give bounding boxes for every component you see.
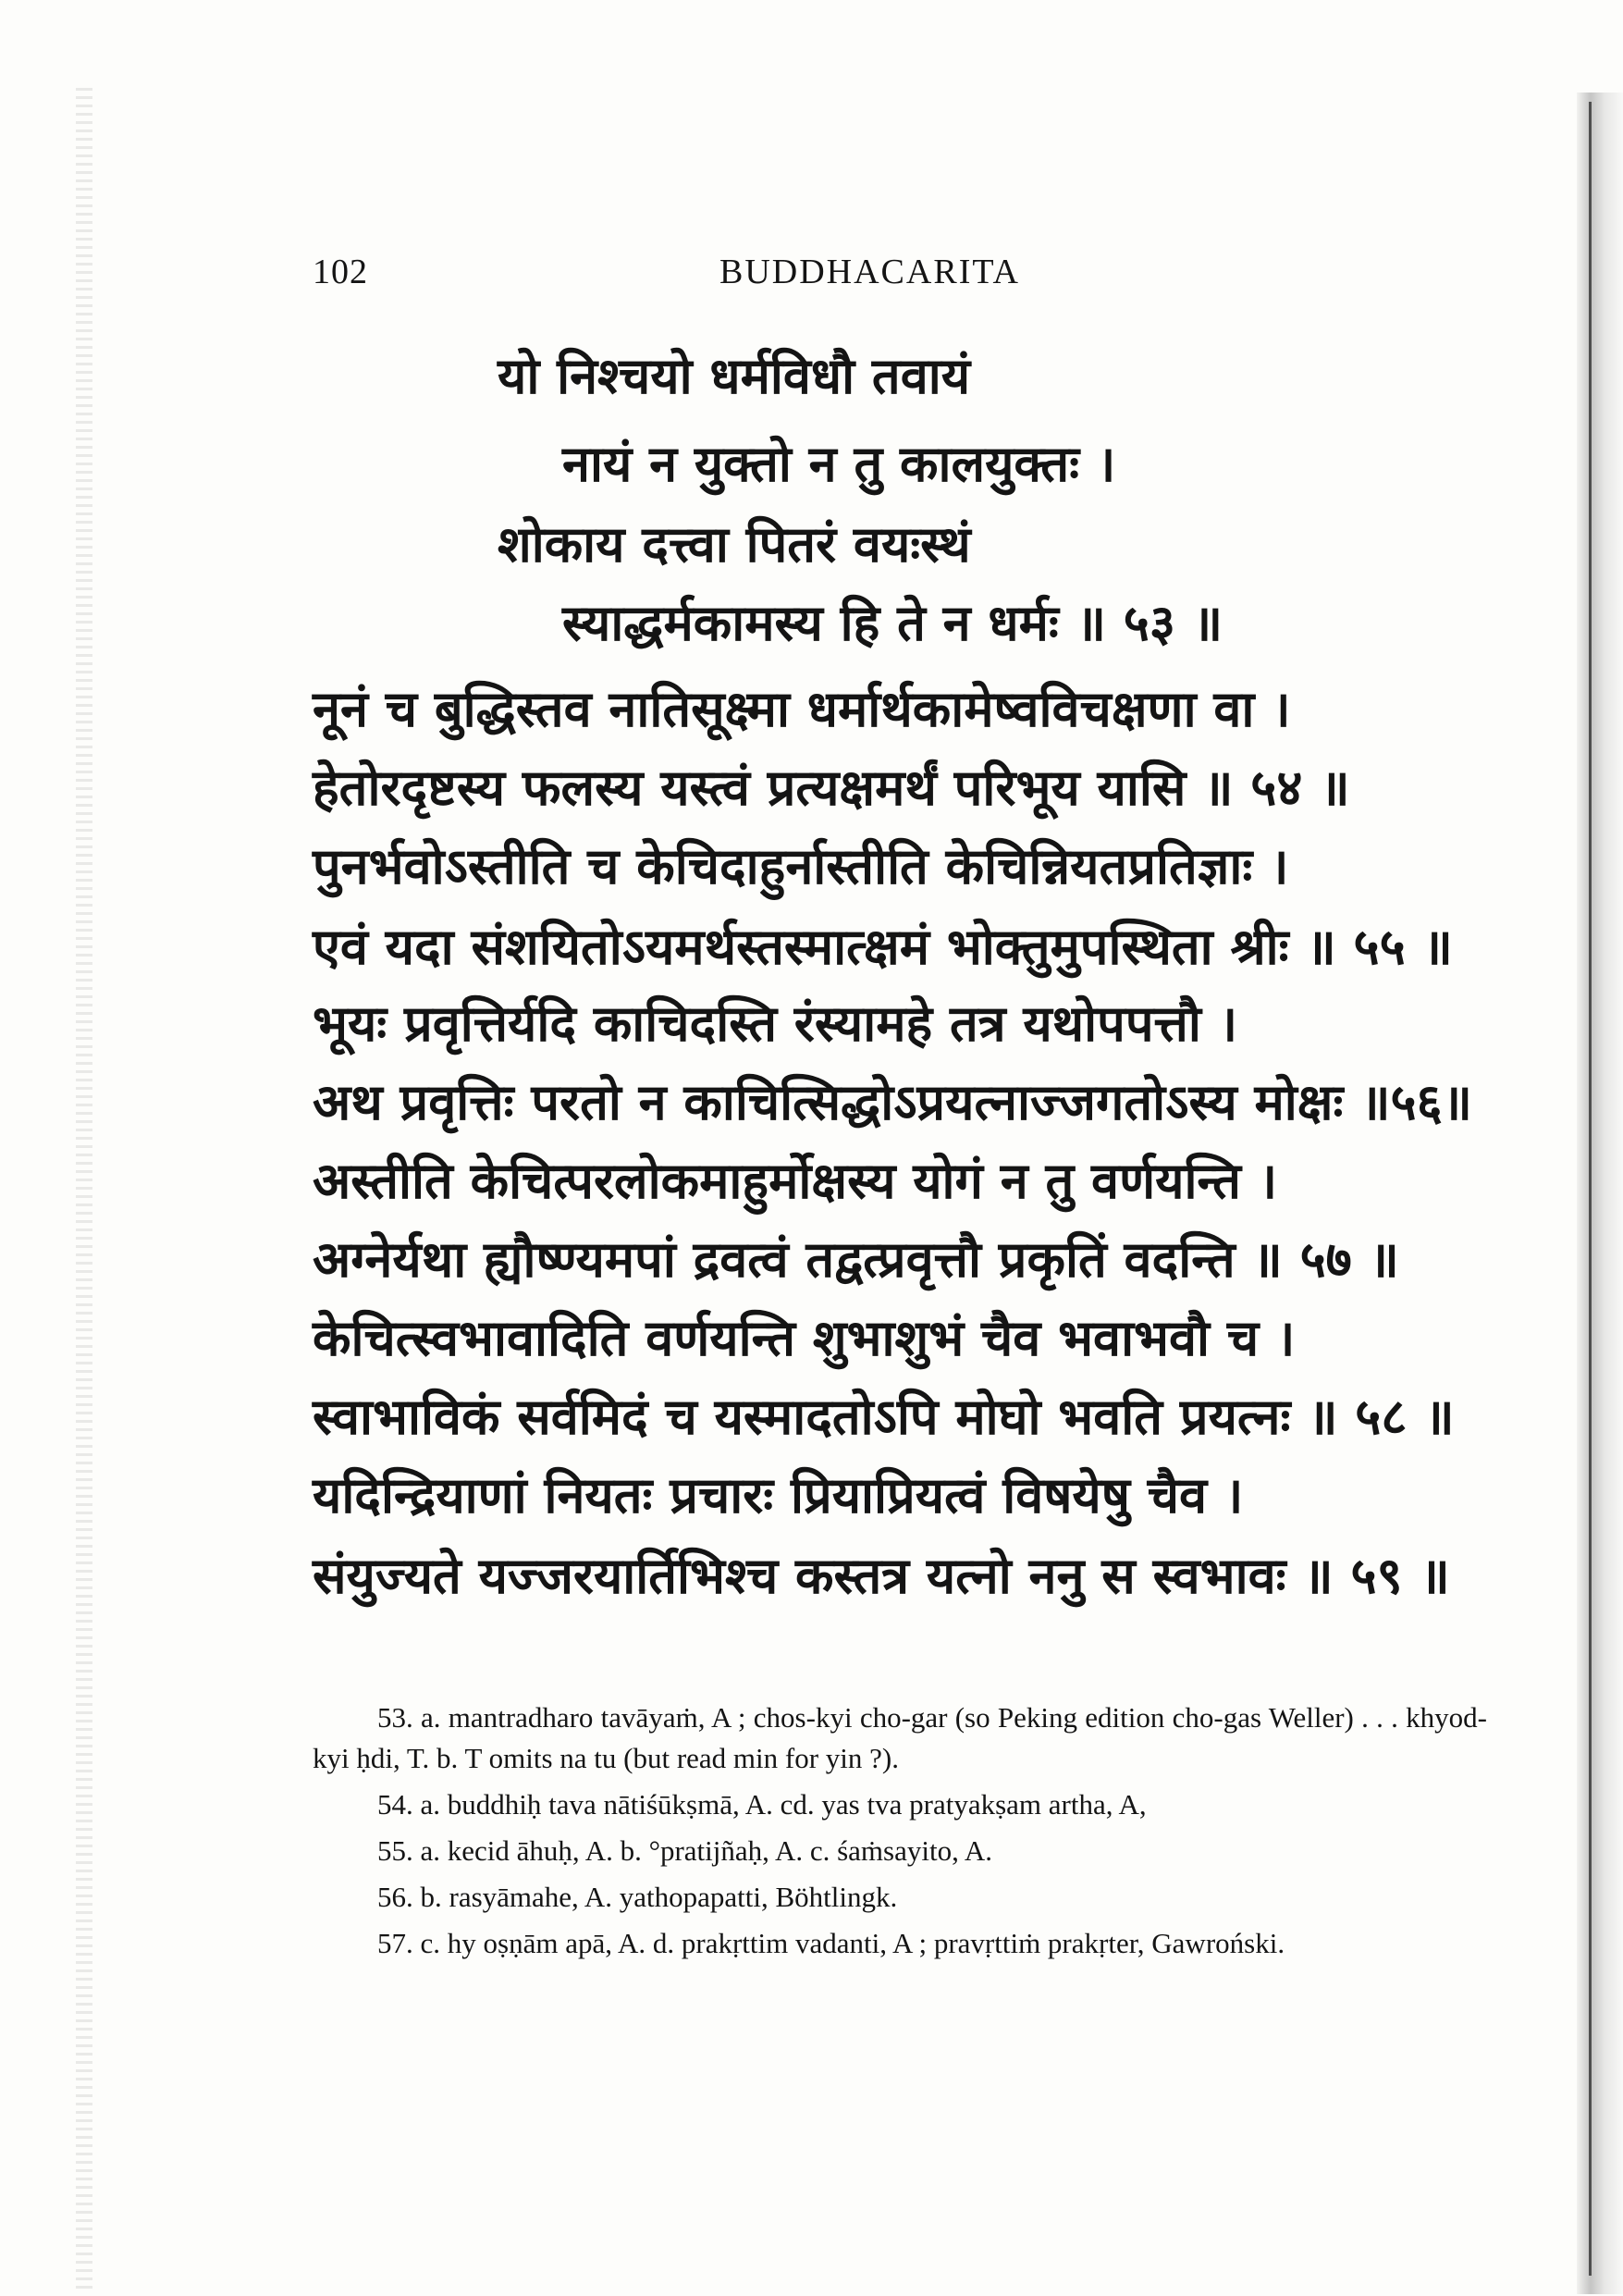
footnote: 56. b. rasyāmahe, A. yathopapatti, Böhtlingk. — [377, 1881, 898, 1914]
verse-line: एवं यदा संशयितोऽयमर्थस्तस्मात्क्षमं भोक्तुमुपस्थिता श्रीः ॥ ५५ ॥ — [313, 918, 1453, 976]
verse-line: यदिन्द्रियाणां नियतः प्रचारः प्रियाप्रियत्वं विषयेषु चैव । — [313, 1466, 1244, 1524]
verse-line: नायं न युक्तो न तु कालयुक्तः । — [562, 435, 1116, 493]
verse-line: शोकाय दत्त्वा पितरं वयःस्थं — [498, 515, 971, 574]
book-spine-line — [1589, 102, 1592, 2276]
scan-edge-left — [76, 88, 92, 2290]
footnote: 53. a. mantradharo tavāyaṁ, A ; chos-kyi cho-gar (so Peking edition cho-gas Weller) . . . khyod-kyi ḥdi, T. b. T omits na tu (but read min for yin ?). — [313, 1701, 1487, 1775]
verse-line: अथ प्रवृत्तिः परतो न काचित्सिद्धोऽप्रयत्नाज्जगतोऽस्य मोक्षः ॥५६॥ — [313, 1073, 1473, 1131]
scan-edge-right — [1577, 93, 1623, 2294]
verse-line: स्वाभाविकं सर्वमिदं च यस्मादतोऽपि मोघो भवति प्रयत्नः ॥ ५८ ॥ — [313, 1388, 1455, 1446]
verse-line: स्याद्धर्मकामस्य हि ते न धर्मः ॥ ५३ ॥ — [562, 594, 1223, 652]
verse-line: संयुज्यते यज्जरयार्तिभिश्च कस्तत्र यत्नो ननु स स्वभावः ॥ ५९ ॥ — [313, 1547, 1450, 1605]
page-header — [313, 252, 1506, 298]
running-title: BUDDHACARITA — [719, 253, 1020, 291]
verse-line: अस्तीति केचित्परलोकमाहुर्मोक्षस्य योगं न तु वर्णयन्ति । — [313, 1152, 1278, 1210]
verse-line: भूयः प्रवृत्तिर्यदि काचिदस्ति रंस्यामहे तत्र यथोपपत्तौ । — [313, 994, 1238, 1053]
verse-line: केचित्स्वभावादिति वर्णयन्ति शुभाशुभं चैव भवाभवौ च । — [313, 1309, 1296, 1367]
verse-line: हेतोरदृष्टस्य फलस्य यस्त्वं प्रत्यक्षमर्थं परिभूय यासि ॥ ५४ ॥ — [313, 759, 1350, 817]
verse-line: नूनं च बुद्धिस्तव नातिसूक्ष्मा धर्मार्थकामेष्वविचक्षणा वा । — [313, 680, 1291, 738]
critical-apparatus — [313, 1697, 1487, 1969]
verse-line: यो निश्चयो धर्मविधौ तवायं — [498, 347, 971, 405]
footnote: 54. a. buddhiḥ tava nātiśūkṣmā, A. cd. yas tva pratyakṣam artha, A, — [377, 1788, 1147, 1821]
verse-line: पुनर्भवोऽस्तीति च केचिदाहुर्नास्तीति केचिन्नियतप्रतिज्ञाः । — [313, 837, 1289, 895]
footnote: 57. c. hy oṣṇām apā, A. d. prakṛttim vadanti, A ; pravṛttiṁ prakṛter, Gawroński. — [377, 1927, 1285, 1960]
page-number: 102 — [313, 253, 368, 291]
verse-line: अग्नेर्यथा ह्यौष्ण्यमपां द्रवत्वं तद्वत्प्रवृत्तौ प्रकृतिं वदन्ति ॥ ५७ ॥ — [313, 1230, 1399, 1289]
footnote: 55. a. kecid āhuḥ, A. b. °pratijñaḥ, A. c. śaṁsayito, A. — [377, 1834, 993, 1868]
